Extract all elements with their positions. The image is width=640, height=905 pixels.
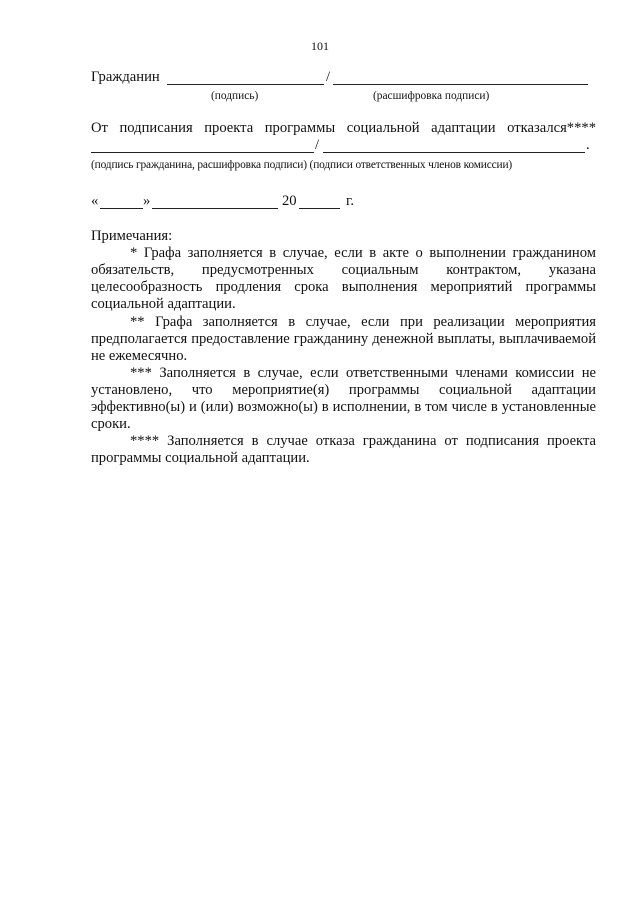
year-line [299,208,340,209]
notes-heading: Примечания: [91,228,173,244]
refusal-caption: (подпись гражданина, расшифровка подписи) (подписи ответственных членов комиссии) [91,159,513,171]
refusal-period: . [586,137,590,153]
note-item-4: **** Заполняется в случае отказа гражданина от подписания проекта программы социальной адаптации. [91,433,596,466]
note-item-2: ** Графа заполняется в случае, если при реализации мероприятия предполагается предоставление гражданину денежной выплаты, выплачиваемой не ежемесячно. [91,314,596,364]
decoding-line [333,84,588,85]
year-suffix: г. [346,193,354,209]
note-item-3: *** Заполняется в случае, если ответственными членами комиссии не установлено, что мероприятие(я) программы социальной адаптации эффективно(ы) и (или) возможно(ы) в исполнении, в том числе в установленные сроки. [91,365,596,432]
page-number: 101 [311,39,329,53]
day-line [100,208,143,209]
month-line [152,208,278,209]
date-open-quote: « [91,193,99,209]
signature-caption: (подпись) [211,90,259,102]
year-prefix: 20 [282,193,297,209]
decoding-caption: (расшифровка подписи) [373,90,490,102]
signature-slash: / [326,69,331,85]
citizen-label: Гражданин [91,69,160,85]
note-item-1: * Графа заполняется в случае, если в акте о выполнении гражданином обязательств, предусмотренных социальным контрактом, указана целесообразность продления срока выполнения мероприятий программы социальной адаптации. [91,245,596,312]
commission-signature-line [323,152,585,153]
refusal-statement: От подписания проекта программы социальной адаптации отказался**** [91,120,596,136]
signature-line [167,84,324,85]
refusal-slash: / [315,137,320,153]
date-close-quote: » [143,193,151,209]
refusal-signature-line [91,152,314,153]
